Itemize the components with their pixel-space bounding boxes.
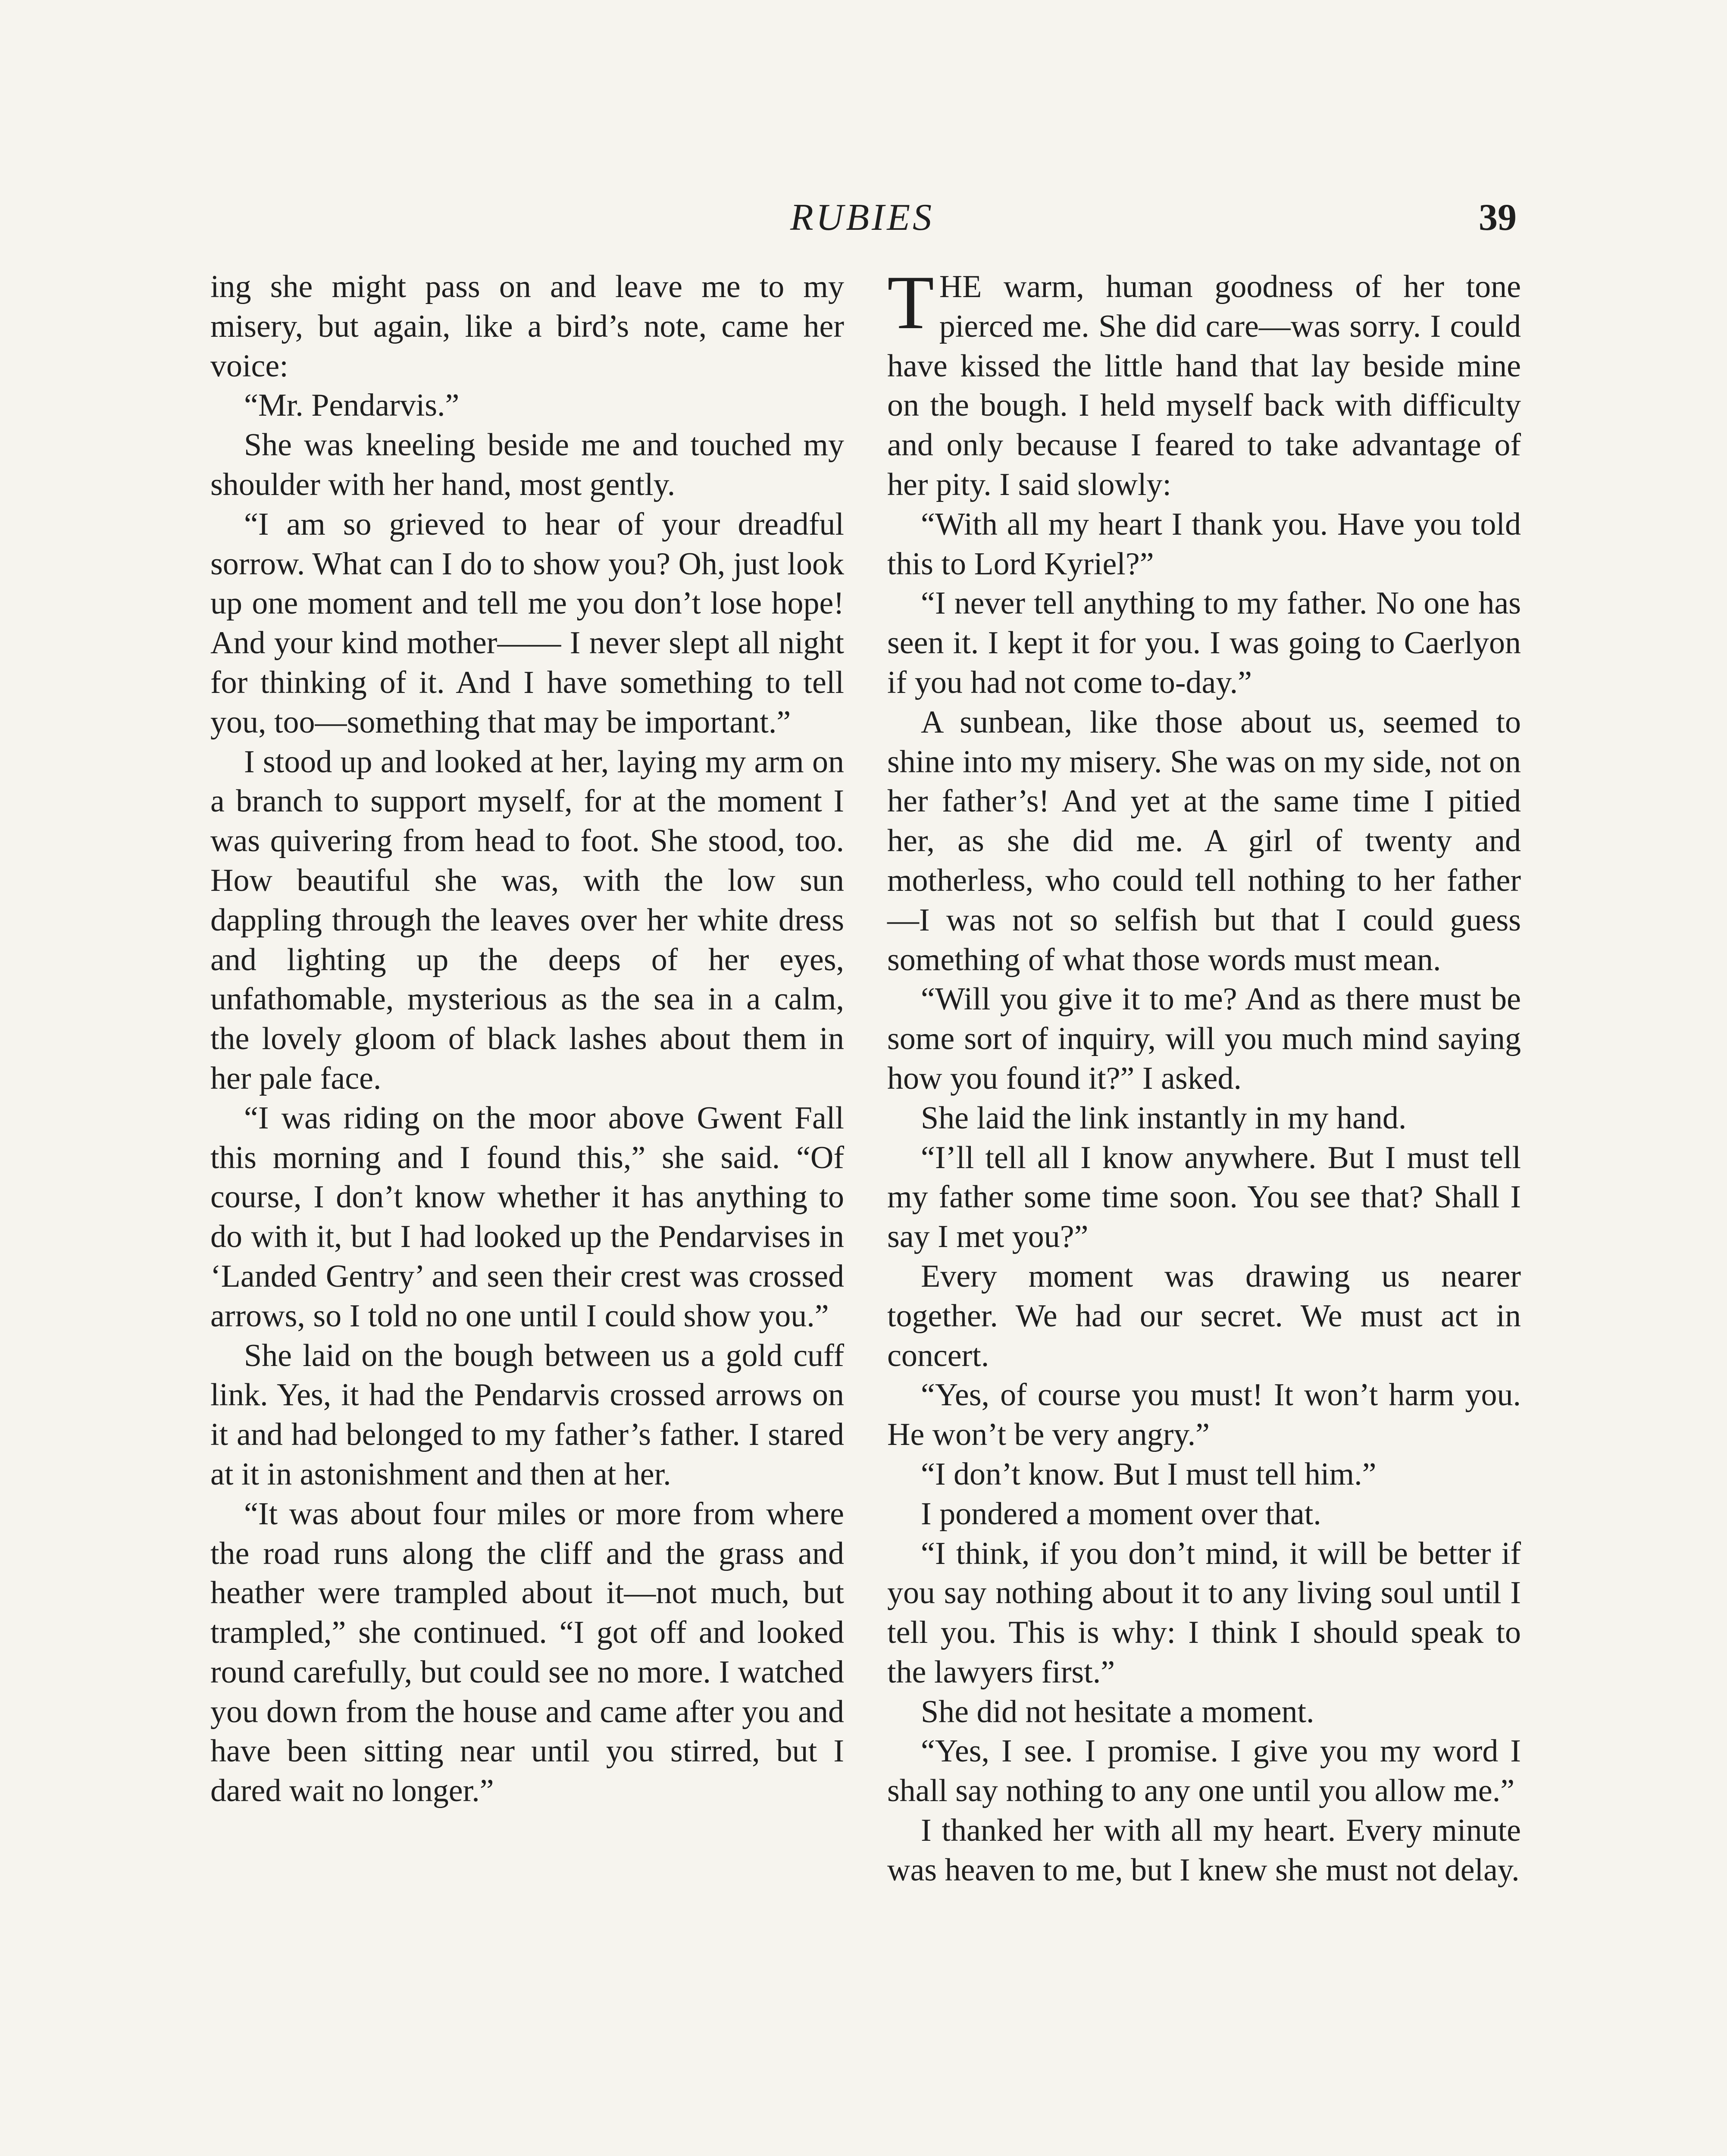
- paragraph: “I never tell anything to my father. No one has seen it. I kept it for you. I was going to Caerlyon if you had not come to-day.”: [887, 586, 1521, 700]
- paragraph: “I’ll tell all I know anywhere. But I must tell my father some time soon. You see that? Shall I say I met you?”: [887, 1140, 1521, 1255]
- paragraph: “It was about four miles or more from where the road runs along the cliff and the grass and heather were trampled about it—not much, but trampled,” she continued. “I got off and looked round carefully, but could see no more. I watched you down from the house and came after you and have been sitting near until you stirred, but I dared wait no longer.”: [210, 1496, 844, 1809]
- paragraph: I stood up and looked at her, laying my arm on a branch to support myself, for at the moment I was quivering from head to foot. She stood, too. How beautiful she was, with the low sun dappling through the leaves over her white dress and lighting up the deeps of her eyes, unfathomable, mysterious as the sea in a calm, the lovely gloom of black lashes about them in her pale face.: [210, 744, 844, 1096]
- paragraph: “Yes, of course you must! It won’t harm you. He won’t be very angry.”: [887, 1377, 1521, 1453]
- paragraph: “Will you give it to me? And as there must be some sort of inquiry, will you much mind saying how you found it?” I asked.: [887, 981, 1521, 1096]
- running-head: [0, 190, 1727, 246]
- running-title: RUBIES: [790, 197, 935, 238]
- paragraph: Every moment was drawing us nearer together. We had our secret. We must act in concert.: [887, 1258, 1521, 1373]
- paragraph: “With all my heart I thank you. Have you told this to Lord Kyriel?”: [887, 506, 1521, 582]
- paragraph: A sunbean, like those about us, seemed to shine into my misery. She was on my side, not on her father’s! And yet at the same time I pitied her, as she did me. A girl of twenty and motherless, who could tell nothing to her father—I was not so selfish but that I could guess something of what those words must mean.: [887, 704, 1521, 978]
- paragraph: “I am so grieved to hear of your dreadful sorrow. What can I do to show you? Oh, just look up one moment and tell me you don’t lose hope! And your kind mother—— I never slept all night for thinking of it. And I have something to tell you, too—something that may be important.”: [210, 506, 844, 740]
- paragraph: “Yes, I see. I promise. I give you my word I shall say nothing to any one until you allow me.”: [887, 1733, 1521, 1809]
- paragraph: “Mr. Pendarvis.”: [244, 388, 460, 423]
- paragraph: She did not hesitate a moment.: [921, 1694, 1314, 1730]
- paragraph: I pondered a moment over that.: [921, 1496, 1321, 1532]
- left-column: [210, 267, 844, 1811]
- right-column: [887, 260, 1521, 1890]
- paragraph: “I was riding on the moor above Gwent Fall this morning and I found this,” she said. “Of course, I don’t know whether it has anything to do with it, but I had looked up the Pendarvises in ‘Landed Gentry’ and seen their crest was crossed arrows, so I told no one until I could show you.”: [210, 1100, 844, 1334]
- paragraph: She was kneeling beside me and touched my shoulder with her hand, most gently.: [210, 427, 844, 502]
- paragraph: “I think, if you don’t mind, it will be better if you say nothing about it to any living soul until I tell you. This is why: I think I should speak to the lawyers first.”: [887, 1536, 1521, 1690]
- paragraph: She laid the link instantly in my hand.: [921, 1100, 1407, 1136]
- paragraph: I thanked her with all my heart. Every minute was heaven to me, but I knew she must not delay.: [887, 1813, 1521, 1888]
- paragraph: “I don’t know. But I must tell him.”: [921, 1456, 1377, 1492]
- paragraph: She laid on the bough between us a gold cuff link. Yes, it had the Pendarvis crossed arrows on it and had belonged to my father’s father. I stared at it in astonishment and then at her.: [210, 1338, 844, 1492]
- paragraph: ing she might pass on and leave me to my misery, but again, like a bird’s note, came her voice:: [210, 269, 844, 384]
- page-number: 39: [1479, 197, 1517, 238]
- paragraph-with-drop-cap: THE warm, human goodness of her tone pierced me. She did care—was sorry. I could have kissed the little hand that lay beside mine on the bough. I held myself back with difficulty and only because I feared to take advantage of her pity. I said slowly:: [887, 260, 1521, 502]
